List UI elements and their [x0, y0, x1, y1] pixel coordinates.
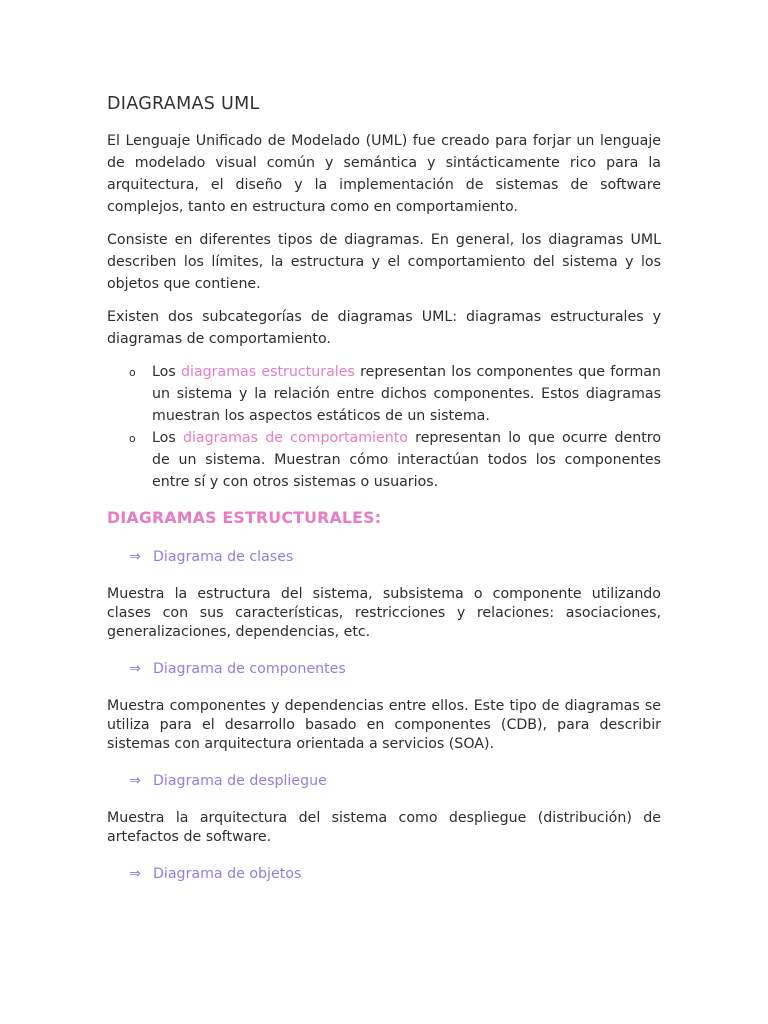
document-page — [107, 92, 661, 902]
bullet-text: representan los componentes que forman un sistema y la relación entre dichos componentes. Estos diagramas muestran los aspectos estáticos de un sistema. — [152, 364, 661, 424]
bullet-marker: o — [129, 432, 136, 445]
subheading-deployment-diagram — [107, 771, 661, 791]
subheading-class-diagram — [107, 547, 661, 567]
arrow-icon: ⇒ — [129, 549, 141, 565]
bullet-text: representan lo que ocurre dentro de un sistema. Muestran cómo interactúan todos los componentes entre sí y con otros sistemas o usuarios. — [152, 430, 661, 490]
intro-paragraph-3: Existen dos subcategorías de diagramas UML: diagramas estructurales y diagramas de comportamiento. — [107, 309, 661, 347]
bullet-prefix: Los — [152, 430, 183, 446]
arrow-icon: ⇒ — [129, 866, 141, 882]
bullet-prefix: Los — [152, 364, 182, 380]
subheading-label: Diagrama de componentes — [153, 661, 346, 677]
subheading-object-diagram — [107, 864, 661, 884]
diagram-category-list — [107, 361, 661, 493]
arrow-icon: ⇒ — [129, 661, 141, 677]
subheading-component-diagram — [107, 659, 661, 679]
list-item-behavioral — [107, 427, 661, 493]
bullet-marker: o — [129, 366, 136, 379]
highlight-structural-diagrams: diagramas estructurales — [181, 364, 355, 380]
section-heading-structural: DIAGRAMAS ESTRUCTURALES: — [107, 508, 382, 527]
page-title: DIAGRAMAS UML — [107, 94, 260, 114]
arrow-icon: ⇒ — [129, 773, 141, 789]
intro-paragraph-2: Consiste en diferentes tipos de diagramas. En general, los diagramas UML describen los límites, la estructura y el comportamiento del sistema y los objetos que contiene. — [107, 232, 661, 292]
intro-paragraph-1: El Lenguaje Unificado de Modelado (UML) fue creado para forjar un lenguaje de modelado visual común y semántica y sintácticamente rico para la arquitectura, el diseño y la implementación de sistemas de software complejos, tanto en estructura como en comportamiento. — [107, 133, 661, 215]
highlight-behavior-diagrams: diagramas de comportamiento — [182, 430, 408, 446]
class-diagram-description: Muestra la estructura del sistema, subsistema o componente utilizando clases con sus características, restricciones y relaciones: asociaciones, generalizaciones, dependencias, etc. — [107, 586, 661, 640]
subheading-label: Diagrama de objetos — [153, 866, 302, 882]
list-item-structural — [107, 361, 661, 427]
subheading-label: Diagrama de despliegue — [153, 773, 327, 789]
component-diagram-description: Muestra componentes y dependencias entre ellos. Este tipo de diagramas se utiliza para el desarrollo basado en componentes (CDB), para describir sistemas con arquitectura orientada a servicios (SOA). — [107, 698, 661, 752]
subheading-label: Diagrama de clases — [153, 549, 294, 565]
deployment-diagram-description: Muestra la arquitectura del sistema como despliegue (distribución) de artefactos de software. — [107, 810, 661, 845]
